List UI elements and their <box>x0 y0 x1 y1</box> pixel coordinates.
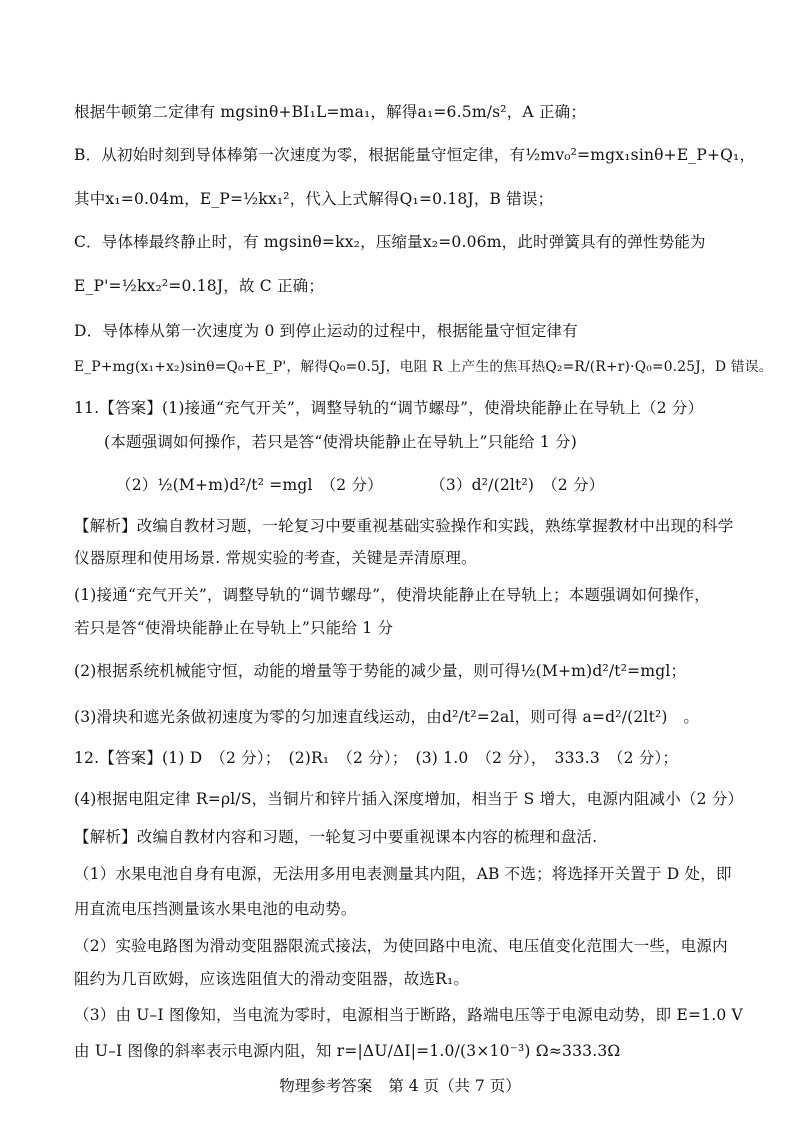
text-line: 由 U–I 图像的斜率表示电源内阻，知 r=|ΔU/ΔI|=1.0/(3×10⁻³) Ω≈333.3Ω <box>74 1042 621 1060</box>
text-line: （3）由 U–I 图像知，当电流为零时，电源相当于断路，路端电压等于电源电动势，即 E=1.0 V <box>74 1006 743 1024</box>
text-line: (2)根据系统机械能守恒，动能的增量等于势能的减少量，则可得½(M+m)d²/t²=mgl； <box>74 662 687 680</box>
text-line: 12.【答案】(1) D （2 分）； (2)R₁ （2 分）； (3) 1.0 （2 分）， 333.3 （2 分）； <box>74 749 679 767</box>
text-line: D．导体棒从第一次速度为 0 到停止运动的过程中，根据能量守恒定律有 <box>74 322 578 340</box>
text-line: E_P+mg(x₁+x₂)sinθ=Q₀+E_P'，解得Q₀=0.5J，电阻 R 上产生的焦耳热Q₂=R/(R+r)·Q₀=0.25J，D 错误。 <box>74 359 773 375</box>
text-line: 【解析】改编自教材习题，一轮复习中要重视基础实验操作和实践，熟练掌握教材中出现的科学 <box>74 517 734 535</box>
text-line: (1)接通“充气开关”，调整导轨的“调节螺母”，使滑块能静止在导轨上；本题强调如何操作， <box>74 586 710 604</box>
footer-page-number: 第 4 页（共 7 页） <box>388 1077 521 1095</box>
text-line: （1）水果电池自身有电源，无法用多用电表测量其内阻，AB 不选；将选择开关置于 D 处，即 <box>74 865 732 883</box>
page-footer <box>0 1075 800 1097</box>
text-line: 其中x₁=0.04m，E_P=½kx₁²，代入上式解得Q₁=0.18J，B 错误； <box>74 190 554 208</box>
text-line: (4)根据电阻定律 R=ρl/S，当铜片和锌片插入深度增加，相当于 S 增大，电源内阻减小（2 分） <box>74 790 744 808</box>
text-line: （2）½(M+m)d²/t² =mgl （2 分） （3）d²/(2lt²) （2 分） <box>116 476 605 494</box>
text-line: C．导体棒最终静止时，有 mgsinθ=kx₂，压缩量x₂=0.06m，此时弹簧具有的弹性势能为 <box>74 233 706 251</box>
text-line: 根据牛顿第二定律有 mgsinθ+BI₁L=ma₁，解得a₁=6.5m/s²，A 正确； <box>74 103 587 121</box>
text-line: (本题强调如何操作，若只是答“使滑块能静止在导轨上”只能给 1 分) <box>104 433 577 451</box>
text-line: （2）实验电路图为滑动变阻器限流式接法，为使回路中电流、电压值变化范围大一些，电源内 <box>74 937 728 955</box>
text-line: 用直流电压挡测量该水果电池的电动势。 <box>74 900 357 918</box>
text-line: 11.【答案】(1)接通“充气开关”，调整导轨的“调节螺母”，使滑块能静止在导轨上（2 分） <box>74 399 704 417</box>
text-line: (3)滑块和遮光条做初速度为零的匀加速直线运动，由d²/t²=2al，则可得 a=d²/(2lt²) 。 <box>74 708 700 726</box>
text-line: 【解析】改编自教材内容和习题，一轮复习中要重视课本内容的梳理和盘活. <box>74 828 598 846</box>
text-line: 若只是答“使滑块能静止在导轨上”只能给 1 分 <box>74 619 394 637</box>
text-line: E_P'=½kx₂²=0.18J，故 C 正确； <box>74 277 325 295</box>
text-line: 仪器原理和使用场景. 常规实验的考查，关键是弄清原理。 <box>74 549 477 567</box>
text-line: B．从初始时刻到导体棒第一次速度为零，根据能量守恒定律，有½mv₀²=mgx₁sinθ+E_P+Q₁， <box>74 146 756 164</box>
footer-subject: 物理参考答案 <box>279 1077 373 1095</box>
text-line: 阻约为几百欧姆，应该选阻值大的滑动变阻器，故选R₁。 <box>74 970 470 988</box>
